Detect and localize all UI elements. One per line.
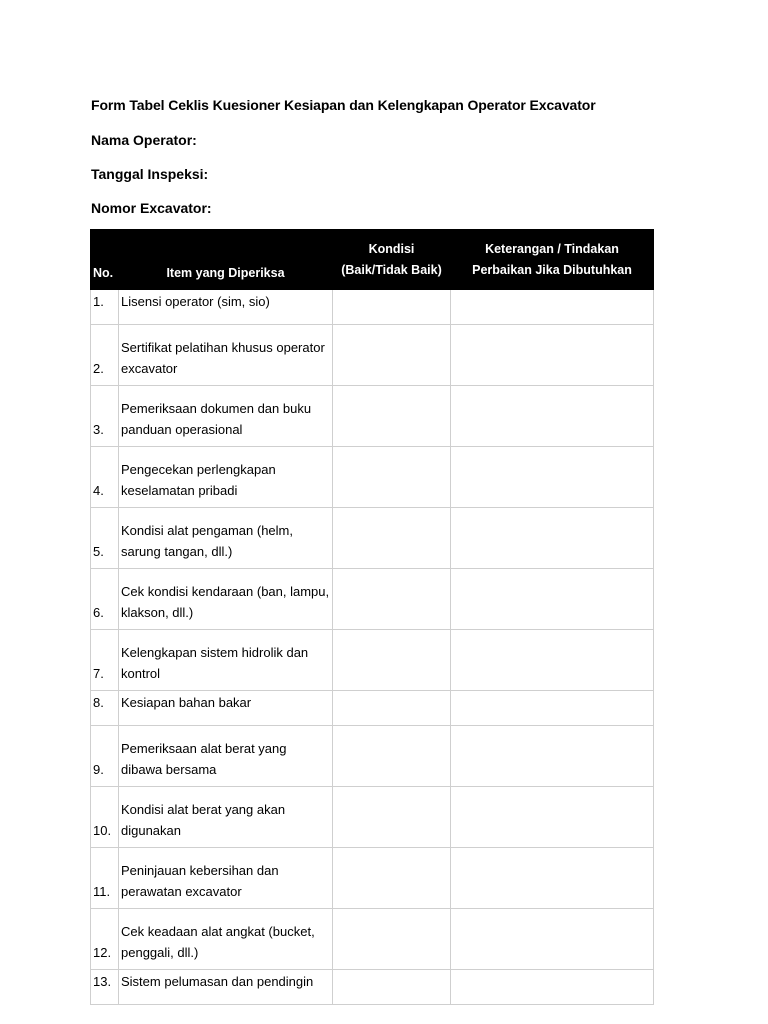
row-number: 8. xyxy=(91,691,119,726)
row-number: 5. xyxy=(91,508,119,569)
table-row xyxy=(91,630,654,691)
row-number: 12. xyxy=(91,909,119,970)
header-notes-line-1: Keterangan / Tindakan xyxy=(485,241,619,256)
row-notes-cell[interactable] xyxy=(451,290,654,325)
row-item: Peninjauan kebersihan dan perawatan excavator xyxy=(119,848,333,909)
row-notes-cell[interactable] xyxy=(451,386,654,447)
row-notes-cell[interactable] xyxy=(451,630,654,691)
row-condition-cell[interactable] xyxy=(333,691,451,726)
row-number: 3. xyxy=(91,386,119,447)
row-item: Cek keadaan alat angkat (bucket, penggali, dll.) xyxy=(119,909,333,970)
row-condition-cell[interactable] xyxy=(333,325,451,386)
row-condition-cell[interactable] xyxy=(333,909,451,970)
row-item: Pengecekan perlengkapan keselamatan pribadi xyxy=(119,447,333,508)
table-row xyxy=(91,508,654,569)
table-row xyxy=(91,569,654,630)
row-item: Kondisi alat pengaman (helm, sarung tangan, dll.) xyxy=(119,508,333,569)
inspection-date-label: Tanggal Inspeksi: xyxy=(91,166,209,182)
row-condition-cell[interactable] xyxy=(333,386,451,447)
document-title: Form Tabel Ceklis Kuesioner Kesiapan dan Kelengkapan Operator Excavator xyxy=(91,97,596,113)
row-number: 10. xyxy=(91,787,119,848)
row-notes-cell[interactable] xyxy=(451,508,654,569)
row-item: Cek kondisi kendaraan (ban, lampu, klakson, dll.) xyxy=(119,569,333,630)
table-row xyxy=(91,848,654,909)
table-row xyxy=(91,726,654,787)
table-row xyxy=(91,386,654,447)
table-row xyxy=(91,290,654,325)
header-condition-line-2: (Baik/Tidak Baik) xyxy=(341,262,442,277)
table-row xyxy=(91,447,654,508)
row-condition-cell[interactable] xyxy=(333,290,451,325)
row-notes-cell[interactable] xyxy=(451,909,654,970)
row-condition-cell[interactable] xyxy=(333,508,451,569)
header-condition xyxy=(333,230,451,290)
header-notes-line-2: Perbaikan Jika Dibutuhkan xyxy=(472,262,632,277)
row-number: 9. xyxy=(91,726,119,787)
row-number: 13. xyxy=(91,970,119,1005)
table-header-row xyxy=(91,230,654,290)
row-number: 6. xyxy=(91,569,119,630)
row-notes-cell[interactable] xyxy=(451,726,654,787)
header-item: Item yang Diperiksa xyxy=(119,230,333,290)
row-notes-cell[interactable] xyxy=(451,970,654,1005)
table-row xyxy=(91,909,654,970)
row-item: Sistem pelumasan dan pendingin xyxy=(119,970,333,1005)
row-number: 4. xyxy=(91,447,119,508)
row-item: Lisensi operator (sim, sio) xyxy=(119,290,333,325)
row-condition-cell[interactable] xyxy=(333,848,451,909)
row-number: 7. xyxy=(91,630,119,691)
row-item: Kesiapan bahan bakar xyxy=(119,691,333,726)
excavator-number-label: Nomor Excavator: xyxy=(91,200,212,216)
header-notes xyxy=(451,230,654,290)
row-notes-cell[interactable] xyxy=(451,447,654,508)
table-row xyxy=(91,787,654,848)
row-item: Kondisi alat berat yang akan digunakan xyxy=(119,787,333,848)
row-notes-cell[interactable] xyxy=(451,787,654,848)
row-item: Pemeriksaan alat berat yang dibawa bersama xyxy=(119,726,333,787)
header-condition-line-1: Kondisi xyxy=(368,241,415,256)
header-no: No. xyxy=(91,230,119,290)
row-notes-cell[interactable] xyxy=(451,569,654,630)
row-condition-cell[interactable] xyxy=(333,630,451,691)
table-row xyxy=(91,325,654,386)
row-condition-cell[interactable] xyxy=(333,970,451,1005)
checklist-table xyxy=(90,229,654,1005)
row-number: 11. xyxy=(91,848,119,909)
row-item: Kelengkapan sistem hidrolik dan kontrol xyxy=(119,630,333,691)
table-row xyxy=(91,691,654,726)
row-condition-cell[interactable] xyxy=(333,569,451,630)
row-condition-cell[interactable] xyxy=(333,447,451,508)
row-notes-cell[interactable] xyxy=(451,848,654,909)
table-row xyxy=(91,970,654,1005)
row-item: Sertifikat pelatihan khusus operator excavator xyxy=(119,325,333,386)
row-condition-cell[interactable] xyxy=(333,787,451,848)
operator-name-label: Nama Operator: xyxy=(91,132,197,148)
row-notes-cell[interactable] xyxy=(451,691,654,726)
row-number: 2. xyxy=(91,325,119,386)
row-number: 1. xyxy=(91,290,119,325)
row-item: Pemeriksaan dokumen dan buku panduan operasional xyxy=(119,386,333,447)
row-notes-cell[interactable] xyxy=(451,325,654,386)
row-condition-cell[interactable] xyxy=(333,726,451,787)
